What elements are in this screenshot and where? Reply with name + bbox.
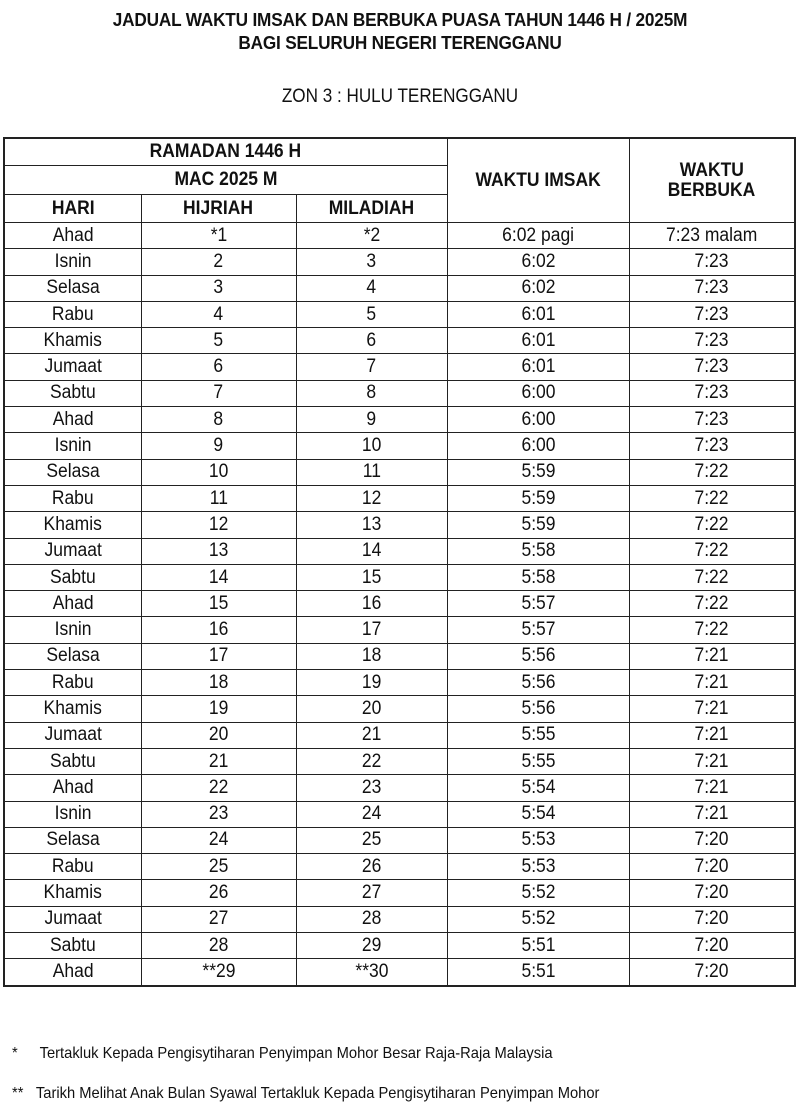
cell-hari: Selasa [4,827,141,853]
cell-imsak: 6:02 [447,249,629,275]
cell-hari: Sabtu [4,748,141,774]
cell-miladiah: 8 [296,380,447,406]
header-hijriah: HIJRIAH [141,195,296,223]
cell-berbuka: 7:22 [629,512,795,538]
cell-miladiah: 4 [296,275,447,301]
cell-berbuka: 7:20 [629,959,795,986]
cell-hari: Rabu [4,670,141,696]
cell-imsak: 6:01 [447,301,629,327]
table-row [4,275,795,301]
cell-hari: Khamis [4,512,141,538]
cell-hijriah: 23 [141,801,296,827]
cell-hijriah: 9 [141,433,296,459]
cell-hijriah: 5 [141,328,296,354]
cell-hijriah: *1 [141,223,296,249]
cell-imsak: 5:51 [447,933,629,959]
cell-hari: Selasa [4,643,141,669]
cell-hijriah: **29 [141,959,296,986]
cell-hijriah: 6 [141,354,296,380]
cell-imsak: 6:02 pagi [447,223,629,249]
cell-miladiah: 23 [296,775,447,801]
cell-miladiah: 7 [296,354,447,380]
table-row [4,933,795,959]
cell-miladiah: 9 [296,407,447,433]
cell-miladiah: 26 [296,854,447,880]
cell-hari: Isnin [4,433,141,459]
cell-miladiah: 24 [296,801,447,827]
cell-berbuka: 7:22 [629,485,795,511]
cell-miladiah: 25 [296,827,447,853]
cell-berbuka: 7:21 [629,696,795,722]
imsak-berbuka-table [3,137,796,987]
cell-hari: Sabtu [4,564,141,590]
cell-imsak: 5:56 [447,670,629,696]
cell-berbuka: 7:22 [629,591,795,617]
header-mac: MAC 2025 M [4,166,447,195]
cell-hari: Isnin [4,249,141,275]
table-row [4,407,795,433]
cell-hari: Isnin [4,617,141,643]
cell-hari: Jumaat [4,906,141,932]
cell-miladiah: 18 [296,643,447,669]
cell-hijriah: 19 [141,696,296,722]
cell-hijriah: 28 [141,933,296,959]
cell-hijriah: 14 [141,564,296,590]
cell-miladiah: 3 [296,249,447,275]
cell-hijriah: 15 [141,591,296,617]
table-row [4,223,795,249]
table-row [4,591,795,617]
cell-berbuka: 7:21 [629,748,795,774]
cell-hari: Rabu [4,301,141,327]
cell-hari: Khamis [4,880,141,906]
cell-imsak: 5:53 [447,854,629,880]
cell-hijriah: 4 [141,301,296,327]
cell-berbuka: 7:23 [629,407,795,433]
cell-hari: Jumaat [4,722,141,748]
cell-imsak: 5:57 [447,617,629,643]
cell-hijriah: 12 [141,512,296,538]
cell-miladiah: 27 [296,880,447,906]
cell-hari: Rabu [4,485,141,511]
table-row [4,670,795,696]
table-row [4,249,795,275]
cell-hijriah: 21 [141,748,296,774]
cell-hijriah: 11 [141,485,296,511]
cell-miladiah: **30 [296,959,447,986]
cell-imsak: 5:59 [447,459,629,485]
cell-hari: Selasa [4,275,141,301]
table-row [4,354,795,380]
cell-miladiah: 16 [296,591,447,617]
cell-imsak: 6:00 [447,380,629,406]
table-row [4,775,795,801]
table-row [4,696,795,722]
cell-hari: Ahad [4,223,141,249]
cell-berbuka: 7:20 [629,854,795,880]
cell-berbuka: 7:20 [629,933,795,959]
table-row [4,801,795,827]
cell-berbuka: 7:21 [629,670,795,696]
header-ramadan: RAMADAN 1446 H [4,138,447,166]
footnote-1 [12,1045,553,1063]
cell-imsak: 5:52 [447,906,629,932]
cell-hari: Selasa [4,459,141,485]
footnote-mark: * [12,1045,18,1062]
cell-hijriah: 18 [141,670,296,696]
cell-berbuka: 7:20 [629,827,795,853]
cell-berbuka: 7:20 [629,880,795,906]
cell-hijriah: 10 [141,459,296,485]
cell-hijriah: 27 [141,906,296,932]
cell-berbuka: 7:21 [629,775,795,801]
cell-imsak: 5:59 [447,512,629,538]
cell-berbuka: 7:23 [629,275,795,301]
table-row [4,854,795,880]
cell-hijriah: 7 [141,380,296,406]
cell-miladiah: 14 [296,538,447,564]
cell-berbuka: 7:21 [629,722,795,748]
cell-miladiah: *2 [296,223,447,249]
table-body [4,223,795,986]
cell-hari: Sabtu [4,380,141,406]
cell-imsak: 5:54 [447,775,629,801]
footnote-text: Tertakluk Kepada Pengisytiharan Penyimpan Mohor Besar Raja-Raja Malaysia [39,1045,553,1062]
cell-hari: Ahad [4,591,141,617]
cell-miladiah: 13 [296,512,447,538]
cell-miladiah: 17 [296,617,447,643]
cell-imsak: 6:01 [447,328,629,354]
cell-berbuka: 7:20 [629,906,795,932]
zone-label: ZON 3 : HULU TERENGGANU [281,86,519,107]
cell-imsak: 5:57 [447,591,629,617]
cell-imsak: 5:58 [447,538,629,564]
cell-hari: Isnin [4,801,141,827]
cell-berbuka: 7:21 [629,801,795,827]
cell-miladiah: 29 [296,933,447,959]
cell-berbuka: 7:21 [629,643,795,669]
table-row [4,433,795,459]
cell-berbuka: 7:23 [629,354,795,380]
cell-imsak: 5:55 [447,748,629,774]
document-subtitle: BAGI SELURUH NEGERI TERENGGANU [238,32,562,53]
cell-imsak: 5:51 [447,959,629,986]
table-row [4,906,795,932]
cell-hijriah: 13 [141,538,296,564]
cell-berbuka: 7:23 malam [629,223,795,249]
table-row [4,643,795,669]
table-row [4,459,795,485]
cell-imsak: 5:53 [447,827,629,853]
cell-hari: Ahad [4,959,141,986]
cell-hari: Jumaat [4,354,141,380]
cell-imsak: 5:52 [447,880,629,906]
cell-miladiah: 21 [296,722,447,748]
cell-miladiah: 5 [296,301,447,327]
cell-hijriah: 16 [141,617,296,643]
cell-miladiah: 22 [296,748,447,774]
footnote-2 [12,1085,599,1103]
table-row [4,380,795,406]
cell-hijriah: 2 [141,249,296,275]
cell-miladiah: 12 [296,485,447,511]
cell-hari: Khamis [4,696,141,722]
cell-hijriah: 24 [141,827,296,853]
cell-hari: Ahad [4,407,141,433]
cell-berbuka: 7:22 [629,459,795,485]
cell-hijriah: 22 [141,775,296,801]
table-row [4,827,795,853]
cell-imsak: 6:00 [447,407,629,433]
cell-miladiah: 6 [296,328,447,354]
cell-berbuka: 7:23 [629,433,795,459]
cell-hijriah: 8 [141,407,296,433]
cell-imsak: 6:02 [447,275,629,301]
cell-miladiah: 20 [296,696,447,722]
cell-miladiah: 10 [296,433,447,459]
cell-hari: Jumaat [4,538,141,564]
cell-berbuka: 7:23 [629,380,795,406]
cell-berbuka: 7:22 [629,617,795,643]
cell-miladiah: 15 [296,564,447,590]
cell-miladiah: 28 [296,906,447,932]
table-row [4,959,795,986]
cell-hijriah: 17 [141,643,296,669]
table-row [4,301,795,327]
cell-hijriah: 3 [141,275,296,301]
cell-berbuka: 7:22 [629,564,795,590]
table-row [4,722,795,748]
cell-imsak: 6:00 [447,433,629,459]
cell-hijriah: 25 [141,854,296,880]
cell-imsak: 5:59 [447,485,629,511]
table-row [4,512,795,538]
table-row [4,564,795,590]
header-miladiah: MILADIAH [296,195,447,223]
cell-imsak: 5:56 [447,696,629,722]
cell-imsak: 5:58 [447,564,629,590]
header-waktu-berbuka: WAKTU BERBUKA [629,138,795,223]
table-row [4,328,795,354]
cell-imsak: 6:01 [447,354,629,380]
cell-imsak: 5:56 [447,643,629,669]
cell-miladiah: 11 [296,459,447,485]
cell-imsak: 5:55 [447,722,629,748]
footnote-mark: ** [12,1085,24,1102]
cell-hari: Ahad [4,775,141,801]
table-row [4,748,795,774]
cell-imsak: 5:54 [447,801,629,827]
cell-hijriah: 26 [141,880,296,906]
table-row [4,485,795,511]
cell-berbuka: 7:23 [629,328,795,354]
table-row [4,617,795,643]
header-waktu-imsak: WAKTU IMSAK [447,138,629,223]
cell-miladiah: 19 [296,670,447,696]
cell-berbuka: 7:23 [629,249,795,275]
document-title: JADUAL WAKTU IMSAK DAN BERBUKA PUASA TAHUN 1446 H / 2025M [112,9,688,30]
table-row [4,538,795,564]
cell-berbuka: 7:22 [629,538,795,564]
header-hari: HARI [4,195,141,223]
cell-hari: Sabtu [4,933,141,959]
cell-berbuka: 7:23 [629,301,795,327]
footnote-text: Tarikh Melihat Anak Bulan Syawal Tertakluk Kepada Pengisytiharan Penyimpan Mohor [35,1085,600,1102]
cell-hari: Khamis [4,328,141,354]
cell-hijriah: 20 [141,722,296,748]
cell-hari: Rabu [4,854,141,880]
table-row [4,880,795,906]
